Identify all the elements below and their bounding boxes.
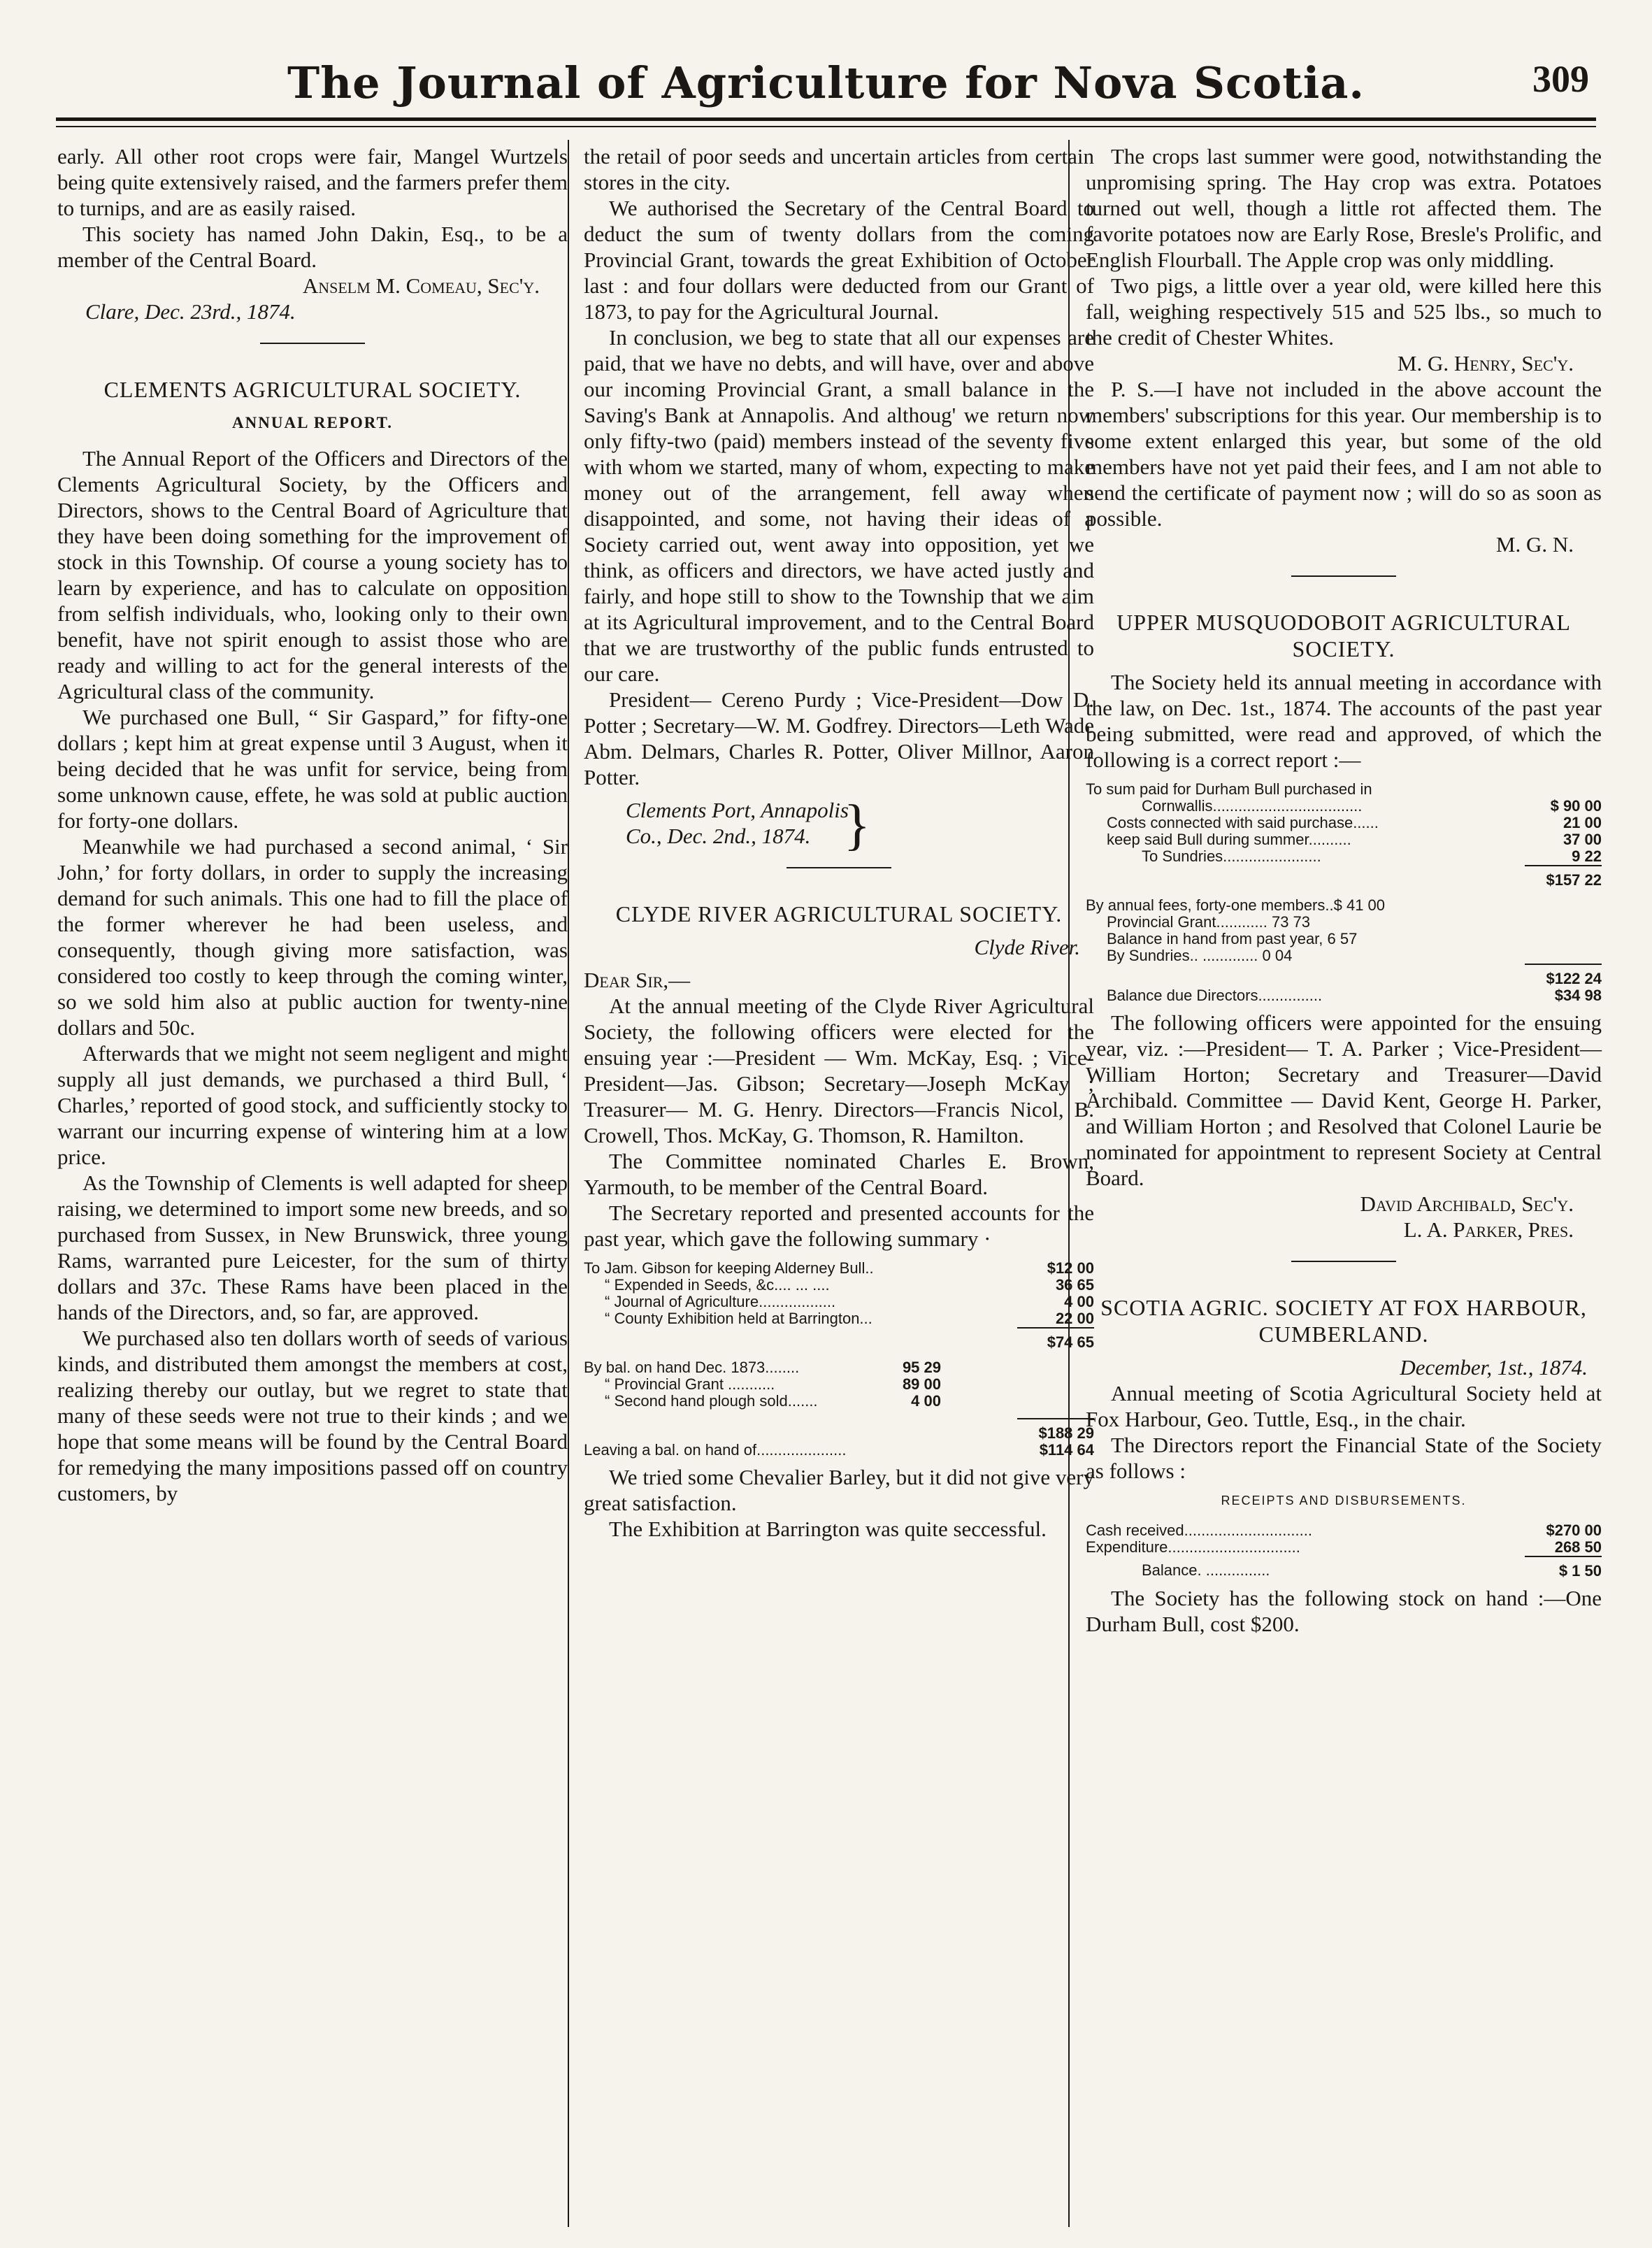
officers-list: President— Cereno Purdy ; Vice-President—Dow D. Potter ; Secretary—W. M. Godfrey. Directors—Leth Wade Abm. Delmars, Charles R. Potter, Oliver Millnor, Aaron Potter.	[584, 687, 1094, 789]
section-rule	[1291, 575, 1396, 577]
place-line: Clements Port, Annapolis	[626, 798, 849, 822]
salutation: Dear Sir,—	[584, 968, 691, 992]
account-table	[584, 1260, 1094, 1351]
account-row: Leaving a bal. on hand of..................... $114 64	[584, 1441, 1094, 1459]
paragraph: The Directors report the Financial State of the Society as follows :	[1086, 1433, 1602, 1483]
paragraph: Afterwards that we might not seem negligent and might supply all just demands, we purchased a third Bull, ‘ Charles,’ reported of good stock, and sufficiently stocky to warrant our incurring expense of wintering him at a low price.	[57, 1041, 568, 1169]
account-row: keep said Bull during summer.......... 37 00	[1107, 831, 1602, 848]
place-dateline	[626, 794, 975, 856]
account-row: To Sundries....................... 9 22	[1142, 847, 1602, 865]
paragraph: In conclusion, we beg to state that all our expenses are paid, that we have no debts, and will have, over and above our incoming Provincial Grant, a small balance in the Saving's Bank at Annapolis. And althoug' we return now only fifty-two (paid) members instead of the seventy five with whom we started, many of whom, expecting to make money out of the arrangement, fell away when disappointed, and some, not having their ideas of a Society carried out, went away into opposition, yet we think, as officers and directors, we have acted justly and fairly, and hope still to show to the Township that we aim at its Agricultural improvement, and to the Central Board that we are trustworthy of the public funds entrusted to our care.	[584, 325, 1094, 686]
account-row: By Sundries.. ............. 0 04	[1107, 947, 1293, 964]
placeline: Clyde River.	[974, 935, 1080, 959]
paragraph: The Secretary reported and presented accounts for the past year, which gave the following summary ·	[584, 1201, 1094, 1251]
column-2	[584, 143, 1094, 1542]
paragraph: Meanwhile we had purchased a second animal, ‘ Sir John,’ for forty dollars, in order to supply the increasing demand for such animals. This one had to fill the place of the former wherever he had been useless, and consequently, though giving more satisfaction, was considered too costly to keep through the coming winter, so we sold him also at public auction for twenty-nine dollars and 50c.	[57, 834, 568, 1040]
column-divider	[568, 140, 569, 2227]
section-heading: CLYDE RIVER AGRICULTURAL SOCIETY.	[615, 901, 1063, 926]
paragraph: The Society has the following stock on hand :—One Durham Bull, cost $200.	[1086, 1586, 1602, 1636]
account-total: $157 22	[1086, 866, 1602, 889]
paragraph: We authorised the Secretary of the Central Board to deduct the sum of twenty dollars from the coming Provincial Grant, towards the great Exhibition of October last : and four dollars were deducted from our Grant of 1873, to pay for the Agricultural Journal.	[584, 196, 1094, 324]
paragraph: The crops last summer were good, notwithstanding the unpromising spring. The Hay crop was extra. Potatoes turned out well, though a little rot affected them. The favorite potatoes now are Early Rose, Bresle's Prolific, and English Flourball. The Apple crop was only middling.	[1086, 144, 1602, 272]
account-row: By annual fees, forty-one members..$ 41 00	[1086, 897, 1386, 914]
account-table	[1086, 781, 1602, 889]
dateline: Clare, Dec. 23rd., 1874.	[85, 299, 296, 324]
page-header	[56, 55, 1596, 110]
account-row: Provincial Grant............ 73 73	[1107, 914, 1311, 931]
section-rule	[260, 343, 365, 344]
account-row: “ Journal of Agriculture.................. 4 00	[605, 1293, 1094, 1310]
paragraph: P. S.—I have not included in the above account the members' subscriptions for this year. Our membership is to some extent enlarged this year, but some of the old members have not yet paid their fees, and I am not able to send the certificate of payment now ; will do so as soon as possible.	[1086, 377, 1602, 531]
place-line: Co., Dec. 2nd., 1874.	[626, 824, 811, 848]
header-rule	[56, 117, 1596, 121]
brace-glyph: }	[843, 794, 870, 856]
paragraph: The Annual Report of the Officers and Directors of the Clements Agricultural Society, by the Officers and Directors, shows to the Central Board of Agriculture that they have been doing something for the improvement of stock in this Township. Of course a young society has to learn by experience, and has to calculate on opposition from selfish individuals, who, looking only to their own benefit, have not spirit enough to assist those who are ready and willing to act for the general interests of the Agricultural class of the community.	[57, 446, 568, 703]
paragraph: The Committee nominated Charles E. Brown, Yarmouth, to be member of the Central Board.	[584, 1149, 1094, 1199]
section-rule	[1291, 1261, 1396, 1262]
account-total: $122 24	[1086, 964, 1602, 987]
account-table	[584, 1418, 1094, 1459]
signature: David Archibald, Sec'y.	[1360, 1191, 1574, 1216]
paragraph: The following officers were appointed for the ensuing year, viz. :—President— T. A. Parker ; Vice-President—William Horton; Secretary and Treasurer—David Archibald. Committee — David Kent, George H. Parker, and William Horton ; and Resolved that Colonel Laurie be nominated for appointment to represent Society at Central Board.	[1086, 1010, 1602, 1190]
paragraph: Two pigs, a little over a year old, were killed here this fall, weighing respectively 515 and 525 lbs., so much to the credit of Chester Whites.	[1086, 273, 1602, 350]
column-3	[1086, 143, 1602, 1637]
section-heading: CLEMENTS AGRICULTURAL SOCIETY.	[103, 377, 522, 402]
section-heading: SCOTIA AGRIC. SOCIETY AT FOX HARBOUR, CUMBERLAND.	[1100, 1295, 1587, 1347]
account-table	[1086, 897, 1602, 1004]
account-table	[1086, 1522, 1602, 1580]
dateline: December, 1st., 1874.	[1400, 1355, 1588, 1380]
account-total: Balance. ............... $ 1 50	[1086, 1556, 1602, 1580]
header-rule-thin	[56, 126, 1596, 127]
account-table	[584, 1359, 941, 1410]
section-rule	[787, 867, 891, 868]
account-row: To sum paid for Durham Bull purchased in	[1086, 781, 1372, 798]
paragraph: We purchased one Bull, “ Sir Gaspard,” for fifty-one dollars ; kept him at great expense until 3 August, when it being decided that he was unfit for service, being from some unknown cause, effete, he was sold at public auction for forty-one dollars.	[57, 705, 568, 833]
section-heading: UPPER MUSQUODOBOIT AGRICULTURAL SOCIETY.	[1116, 610, 1571, 661]
account-row: By bal. on hand Dec. 1873........ 95 29	[584, 1359, 941, 1376]
journal-title: The Journal of Agriculture for Nova Scotia.	[287, 57, 1365, 108]
column-1	[57, 143, 568, 1506]
account-row: Expenditure............................... 268 50	[1086, 1538, 1602, 1556]
signature: Anselm M. Comeau, Sec'y.	[302, 273, 540, 298]
signature: L. A. Parker, Pres.	[1403, 1217, 1574, 1242]
paragraph: early. All other root crops were fair, Mangel Wurtzels being quite extensively raised, and the farmers prefer them to turnips, and are as easily raised.	[57, 144, 568, 220]
account-row: “ Second hand plough sold....... 4 00	[605, 1392, 941, 1410]
account-row: “ County Exhibition held at Barrington... 22 00	[605, 1310, 1094, 1327]
account-row: To Jam. Gibson for keeping Alderney Bull.. $12 00	[584, 1259, 1094, 1277]
paragraph: Annual meeting of Scotia Agricultural Society held at Fox Harbour, Geo. Tuttle, Esq., in the chair.	[1086, 1381, 1602, 1431]
signature: M. G. N.	[1495, 532, 1574, 557]
page-number: 309	[1532, 58, 1589, 100]
account-row: Costs connected with said purchase...... 21 00	[1107, 814, 1602, 831]
account-row: Balance due Directors............... $34 98	[1107, 987, 1602, 1004]
paragraph: We tried some Chevalier Barley, but it did not give very great satisfaction.	[584, 1465, 1094, 1515]
signature: M. G. Henry, Sec'y.	[1397, 351, 1574, 375]
paragraph: We purchased also ten dollars worth of seeds of various kinds, and distributed them amongst the members at cost, realizing thereby our outlay, but we regret to state that many of these seeds were not true to their kinds ; and we hope that some means will be found by the Central Board for remedying the many impositions passed off on country customers, by	[57, 1326, 568, 1505]
paragraph: This society has named John Dakin, Esq., to be a member of the Central Board.	[57, 222, 568, 272]
account-row: “ Provincial Grant ........... 89 00	[605, 1375, 941, 1393]
account-total: $74 65	[584, 1328, 1094, 1351]
paragraph: As the Township of Clements is well adapted for sheep raising, we determined to import some new breeds, and so purchased from Sussex, in New Brunswick, three young Rams, warranted pure Leicester, for the sum of thirty dollars and 37c. These Rams have been placed in the hands of the Directors, and, so far, are approved.	[57, 1170, 568, 1324]
section-subheading: ANNUAL REPORT.	[232, 414, 393, 431]
table-heading: RECEIPTS AND DISBURSEMENTS.	[1221, 1494, 1467, 1508]
paragraph: The Society held its annual meeting in accordance with the law, on Dec. 1st., 1874. The accounts of the past year being submitted, were read and approved, of which the following is a correct report :—	[1086, 670, 1602, 772]
account-row: “ Expended in Seeds, &c.... ... .... 36 65	[605, 1276, 1094, 1294]
paragraph: The Exhibition at Barrington was quite seccessful.	[609, 1517, 1047, 1541]
account-row: Cornwallis................................... $ 90 00	[1142, 797, 1602, 815]
account-row: Balance in hand from past year, 6 57	[1107, 931, 1358, 947]
account-row: Cash received.............................. $270 00	[1086, 1522, 1602, 1539]
account-total: $188 29	[584, 1419, 1094, 1442]
paragraph: the retail of poor seeds and uncertain articles from certain stores in the city.	[584, 144, 1094, 194]
paragraph: At the annual meeting of the Clyde River Agricultural Society, the following officers were elected for the ensuing year :—President — Wm. McKay, Esq. ; Vice-President—Jas. Gibson; Secretary—Joseph McKay ; Treasurer— M. G. Henry. Directors—Francis Nicol, B. Crowell, Thos. McKay, G. Thomson, R. Hamilton.	[584, 994, 1094, 1147]
